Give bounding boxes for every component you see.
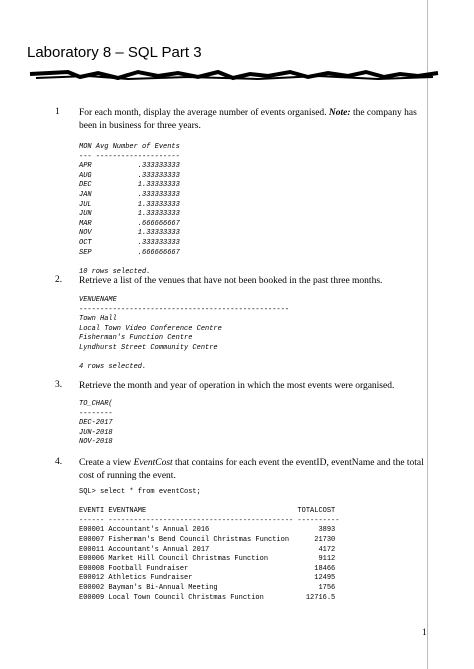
- question-4-number: 4.: [55, 457, 63, 467]
- document-title: Laboratory 8 – SQL Part 3: [27, 44, 202, 61]
- question-1-number: 1: [55, 107, 60, 117]
- question-2-number: 2.: [55, 275, 63, 285]
- question-4-text: Create a view EventCost that contains for each event the eventID, eventName and the total cost of running the event.: [79, 458, 424, 481]
- page-number: 1: [422, 628, 427, 638]
- question-4-output: SQL> select * from eventCost; EVENTI EVENTNAME TOTALCOST ------ -------------------------------------------- ---------- E00001 Accountant's Annual 2016 3893 E00007 Fisherman's Bend Council Christmas Function 21730 E00011 Accountant's Annual 2017 4172 E00006 Market Hill Council Christmas Function 9112 E00008 Football Fundraiser 18466 E00012 Athletics Fundraiser 12495 E00002 Bayman's Bi-Annual Meeting 1756 E00009 Local Town Council Christmas Function 12716.5: [79, 488, 340, 602]
- question-1-output: MON Avg Number of Events --- -------------------- APR .333333333 AUG .333333333 DEC 1.33333333 JAN .333333333 JUL 1.33333333 JUN 1.33333333 MAR .666666667 NOV 1.33333333 OCT .333333333 SEP .666666667 10 rows selected.: [79, 143, 180, 276]
- question-1-text: For each month, display the average number of events organised. Note: the company has been in business for three years.: [79, 108, 417, 131]
- redacted-subtitle: [28, 68, 440, 82]
- question-2-text: Retrieve a list of the venues that have not been booked in the past three months.: [79, 276, 383, 286]
- question-3-output: TO_CHAR( -------- DEC-2017 JUN-2018 NOV-2018: [79, 400, 113, 447]
- page-margin-line: [427, 0, 428, 669]
- question-2-output: VENUENAME -------------------------------------------------- Town Hall Local Town Video Conference Centre Fisherman's Function Centre Lyndhurst Street Community Centre 4 rows selected.: [79, 296, 290, 372]
- question-3-text: Retrieve the month and year of operation in which the most events were organised.: [79, 381, 395, 391]
- question-3-number: 3.: [55, 380, 63, 390]
